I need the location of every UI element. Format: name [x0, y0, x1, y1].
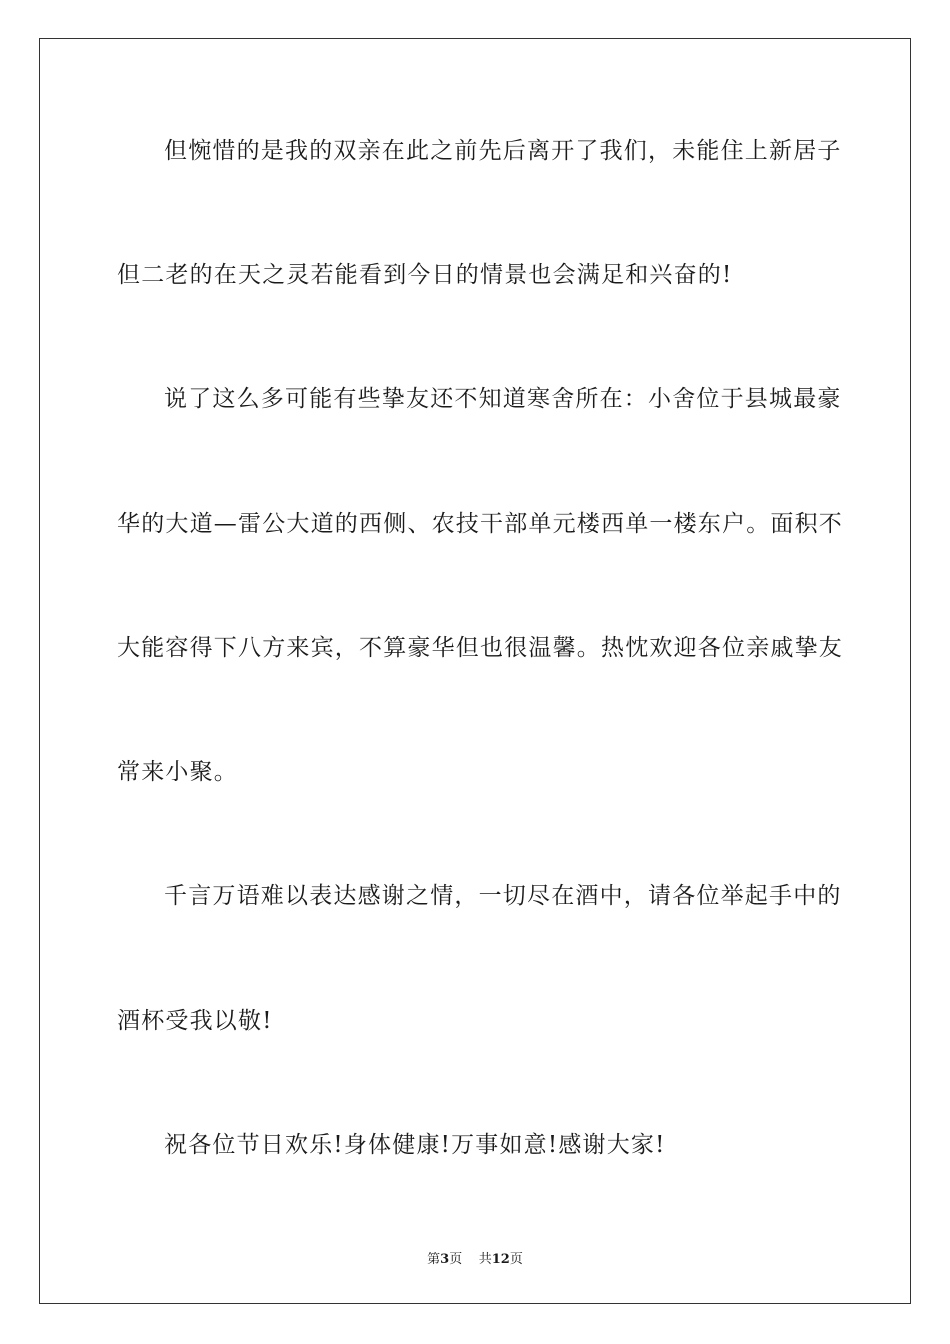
- paragraph-1-line-2: 但二老的在天之灵若能看到今日的情景也会满足和兴奋的!: [117, 262, 733, 288]
- paragraph-2-line-2: 华的大道—雷公大道的西侧、农技干部单元楼西单一楼东户。面积不: [117, 511, 843, 537]
- paragraph-2-line-1: 说了这么多可能有些挚友还不知道寒舍所在：小舍位于县城最豪: [164, 386, 842, 412]
- total-suffix: 页: [509, 1252, 523, 1267]
- page-frame: [39, 38, 911, 1304]
- total-page-count: 12: [491, 1252, 510, 1267]
- current-page-number: 3: [440, 1252, 450, 1267]
- paragraph-4-line-1: 祝各位节日欢乐!身体健康!万事如意!感谢大家!: [164, 1132, 666, 1158]
- paragraph-2-line-4: 常来小聚。: [117, 759, 238, 785]
- paragraph-2-line-3: 大能容得下八方来宾，不算豪华但也很温馨。热忱欢迎各位亲戚挚友: [117, 635, 843, 661]
- paragraph-1-line-1: 但惋惜的是我的双亲在此之前先后离开了我们，未能住上新居子: [164, 138, 842, 164]
- page-suffix: 页: [449, 1252, 463, 1267]
- page-prefix: 第: [427, 1252, 441, 1267]
- page-footer: [0, 1248, 950, 1267]
- paragraph-3-line-2: 酒杯受我以敬!: [117, 1008, 273, 1034]
- total-prefix: 共: [478, 1252, 492, 1267]
- paragraph-3-line-1: 千言万语难以表达感谢之情，一切尽在酒中，请各位举起手中的: [164, 883, 842, 909]
